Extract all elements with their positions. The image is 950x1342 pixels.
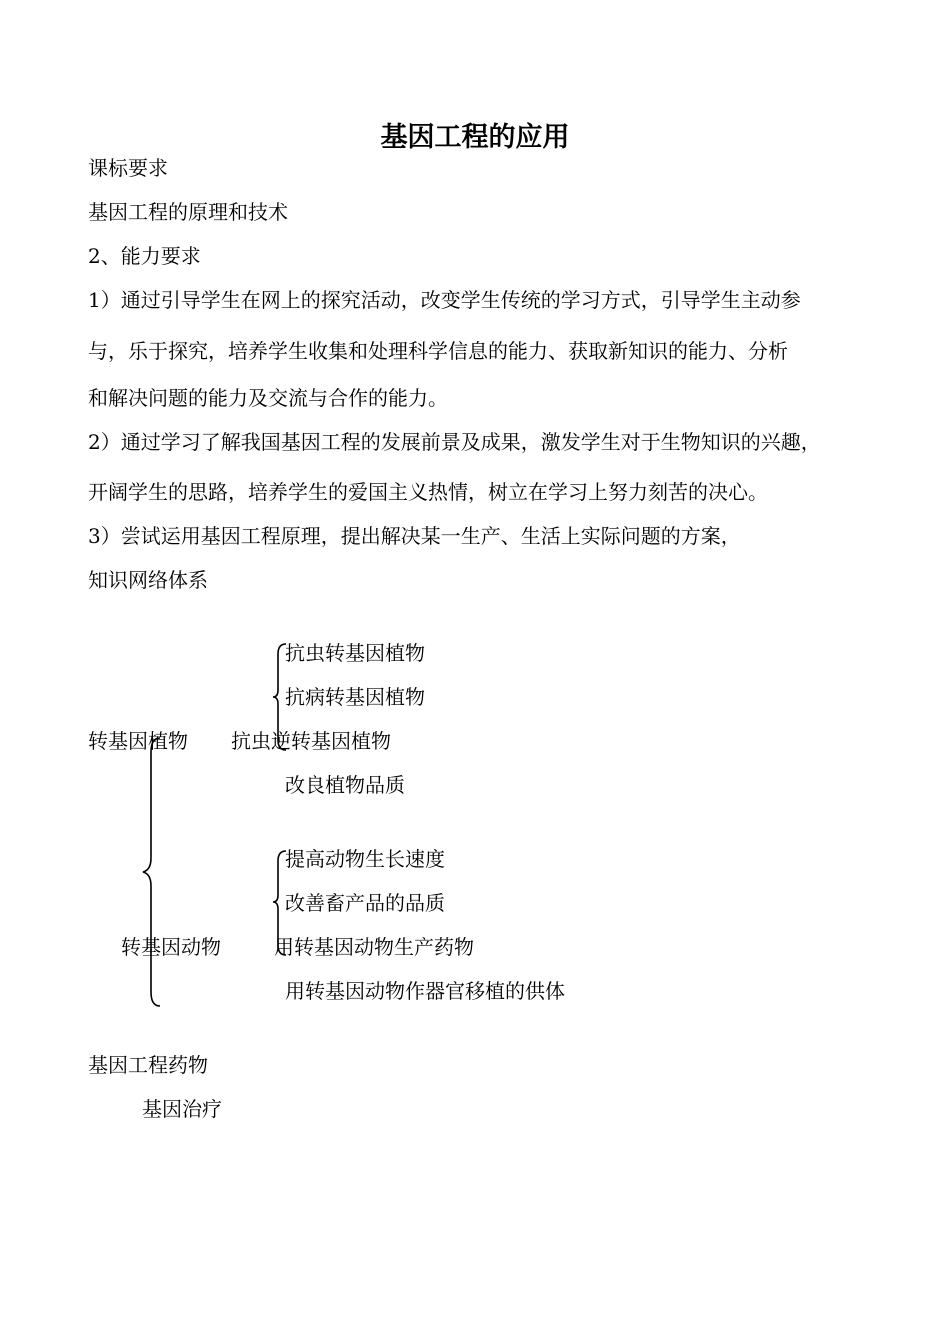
- plants-label: 转基因植物: [88, 729, 188, 753]
- plant-item-disease-resistant: 抗病转基因植物: [285, 685, 425, 709]
- page-title: 基因工程的应用: [380, 122, 570, 153]
- ability-heading: 2、能力要求: [88, 244, 201, 268]
- objective-3-line-1: 3）尝试运用基因工程原理，提出解决某一生产、生活上实际问题的方案，: [88, 524, 741, 548]
- plant-item-insect-resistant: 抗虫转基因植物: [285, 641, 425, 665]
- objective-1-line-2: 与，乐于探究，培养学生收集和处理科学信息的能力、获取新知识的能力、分析: [88, 339, 788, 363]
- animals-label: 转基因动物: [121, 935, 221, 959]
- knowledge-network-heading: 知识网络体系: [88, 568, 208, 592]
- therapy-item: 基因治疗: [142, 1097, 222, 1121]
- animal-item-organ-donor: 用转基因动物作器官移植的供体: [285, 979, 565, 1003]
- animal-item-growth: 提高动物生长速度: [285, 847, 445, 871]
- plant-item-stress-resistant: 抗虫逆转基因植物: [231, 729, 391, 753]
- animal-item-drugs: 用转基因动物生产药物: [274, 935, 474, 959]
- plant-brace-icon: [270, 642, 294, 752]
- objective-1-line-1: 1）通过引导学生在网上的探究活动，改变学生传统的学习方式，引导学生主动参: [88, 288, 801, 312]
- standards-heading: 课标要求: [88, 156, 168, 180]
- drugs-item: 基因工程药物: [88, 1053, 208, 1077]
- objective-2-line-1: 2）通过学习了解我国基因工程的发展前景及成果，激发学生对于生物知识的兴趣，: [88, 430, 821, 454]
- animal-item-product-quality: 改善畜产品的品质: [285, 891, 445, 915]
- objective-1-line-3: 和解决问题的能力及交流与合作的能力。: [88, 386, 448, 410]
- plant-item-quality: 改良植物品质: [285, 773, 405, 797]
- objective-2-line-2: 开阔学生的思路，培养学生的爱国主义热情，树立在学习上努力刻苦的决心。: [88, 480, 768, 504]
- main-brace-icon: [140, 736, 166, 1010]
- animal-brace-icon: [270, 849, 294, 957]
- principle-line: 基因工程的原理和技术: [88, 200, 288, 224]
